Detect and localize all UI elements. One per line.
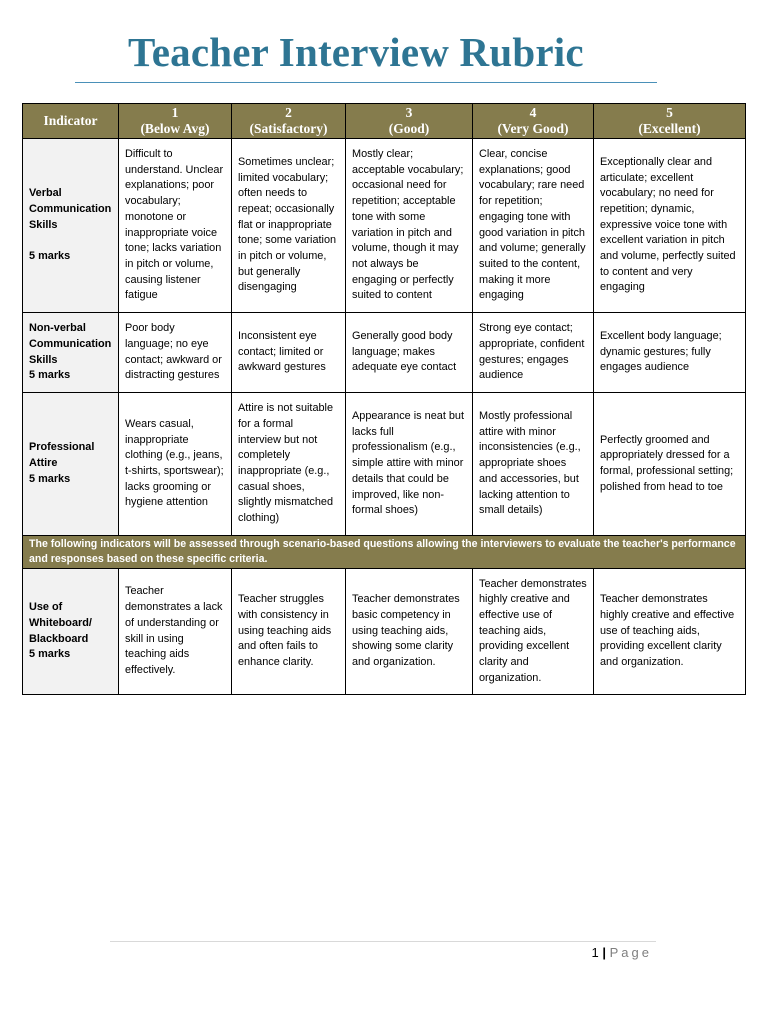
rubric-cell: Inconsistent eye contact; limited or awkward gestures [232,313,346,393]
rubric-cell: Strong eye contact; appropriate, confident gestures; engages audience [473,313,594,393]
scenario-note: The following indicators will be assessed through scenario-based questions allowing the interviewers to evaluate the teacher's performance and responses based on these specific criteria. [23,536,746,569]
note-row [23,536,746,569]
footer-separator: | [602,945,606,960]
rubric-cell: Mostly clear; acceptable vocabulary; occasional need for repetition; acceptable tone with some variation in pitch and volume, though it may not always be engaging or perfectly suited to content [346,139,473,313]
rubric-cell: Appearance is neat but lacks full professionalism (e.g., simple attire with minor details that could be improved, like non-formal shoes) [346,393,473,536]
page-number: 1 [591,945,599,960]
page-footer [592,945,653,960]
table-row [23,569,746,695]
rubric-cell: Exceptionally clear and articulate; excellent vocabulary; no need for repetition; dynamic, expressive voice tone with excellent variation in pitch and volume, perfectly suited to content and very engaging [594,139,746,313]
rubric-cell: Attire is not suitable for a formal interview but not completely inappropriate (e.g., casual shoes, slightly mismatched clothing) [232,393,346,536]
table-row [23,313,746,393]
rubric-cell: Generally good body language; makes adequate eye contact [346,313,473,393]
table-row [23,393,746,536]
rubric-cell: Teacher demonstrates basic competency in using teaching aids, showing some clarity and organization. [346,569,473,695]
header-score-4: 4 (Very Good) [473,104,594,139]
indicator-professional-attire: Professional Attire 5 marks [23,393,119,536]
table-row [23,139,746,313]
rubric-cell: Sometimes unclear; limited vocabulary; often needs to repeat; occasionally flat or inappropriate tone; some variation in pitch or volume, but generally disengaging [232,139,346,313]
rubric-cell: Mostly professional attire with minor inconsistencies (e.g., appropriate shoes and accessories, but lacking attention to small details) [473,393,594,536]
rubric-cell: Clear, concise explanations; good vocabulary; rare need for repetition; engaging tone with good variation in pitch and volume; generally suited to the content, making it more engaging [473,139,594,313]
header-score-2: 2 (Satisfactory) [232,104,346,139]
header-indicator: Indicator [23,104,119,139]
rubric-table [22,103,746,695]
rubric-cell: Teacher demonstrates a lack of understanding or skill in using teaching aids effectively. [119,569,232,695]
title-divider [75,82,657,83]
header-score-1: 1 (Below Avg) [119,104,232,139]
indicator-whiteboard-use: Use of Whiteboard/ Blackboard 5 marks [23,569,119,695]
header-score-3: 3 (Good) [346,104,473,139]
rubric-cell: Difficult to understand. Unclear explanations; poor vocabulary; monotone or inappropriate voice tone; lacks variation in pitch or volume, causing listener fatigue [119,139,232,313]
header-row [23,104,746,139]
header-score-5: 5 (Excellent) [594,104,746,139]
rubric-cell: Wears casual, inappropriate clothing (e.g., jeans, t-shirts, sportswear); lacks grooming or hygiene attention [119,393,232,536]
footer-divider [110,941,656,942]
rubric-cell: Teacher struggles with consistency in using teaching aids and often fails to enhance clarity. [232,569,346,695]
indicator-verbal-communication: Verbal Communication Skills 5 marks [23,139,119,313]
rubric-cell: Perfectly groomed and appropriately dressed for a formal, professional setting; polished from head to toe [594,393,746,536]
rubric-cell: Poor body language; no eye contact; awkward or distracting gestures [119,313,232,393]
indicator-nonverbal-communication: Non-verbal Communication Skills 5 marks [23,313,119,393]
page-title: Teacher Interview Rubric [128,29,584,75]
rubric-cell: Teacher demonstrates highly creative and effective use of teaching aids, providing excellent clarity and organization. [473,569,594,695]
page-label: Page [609,945,652,960]
rubric-cell: Teacher demonstrates highly creative and effective use of teaching aids, providing excellent clarity and organization. [594,569,746,695]
rubric-cell: Excellent body language; dynamic gestures; fully engages audience [594,313,746,393]
